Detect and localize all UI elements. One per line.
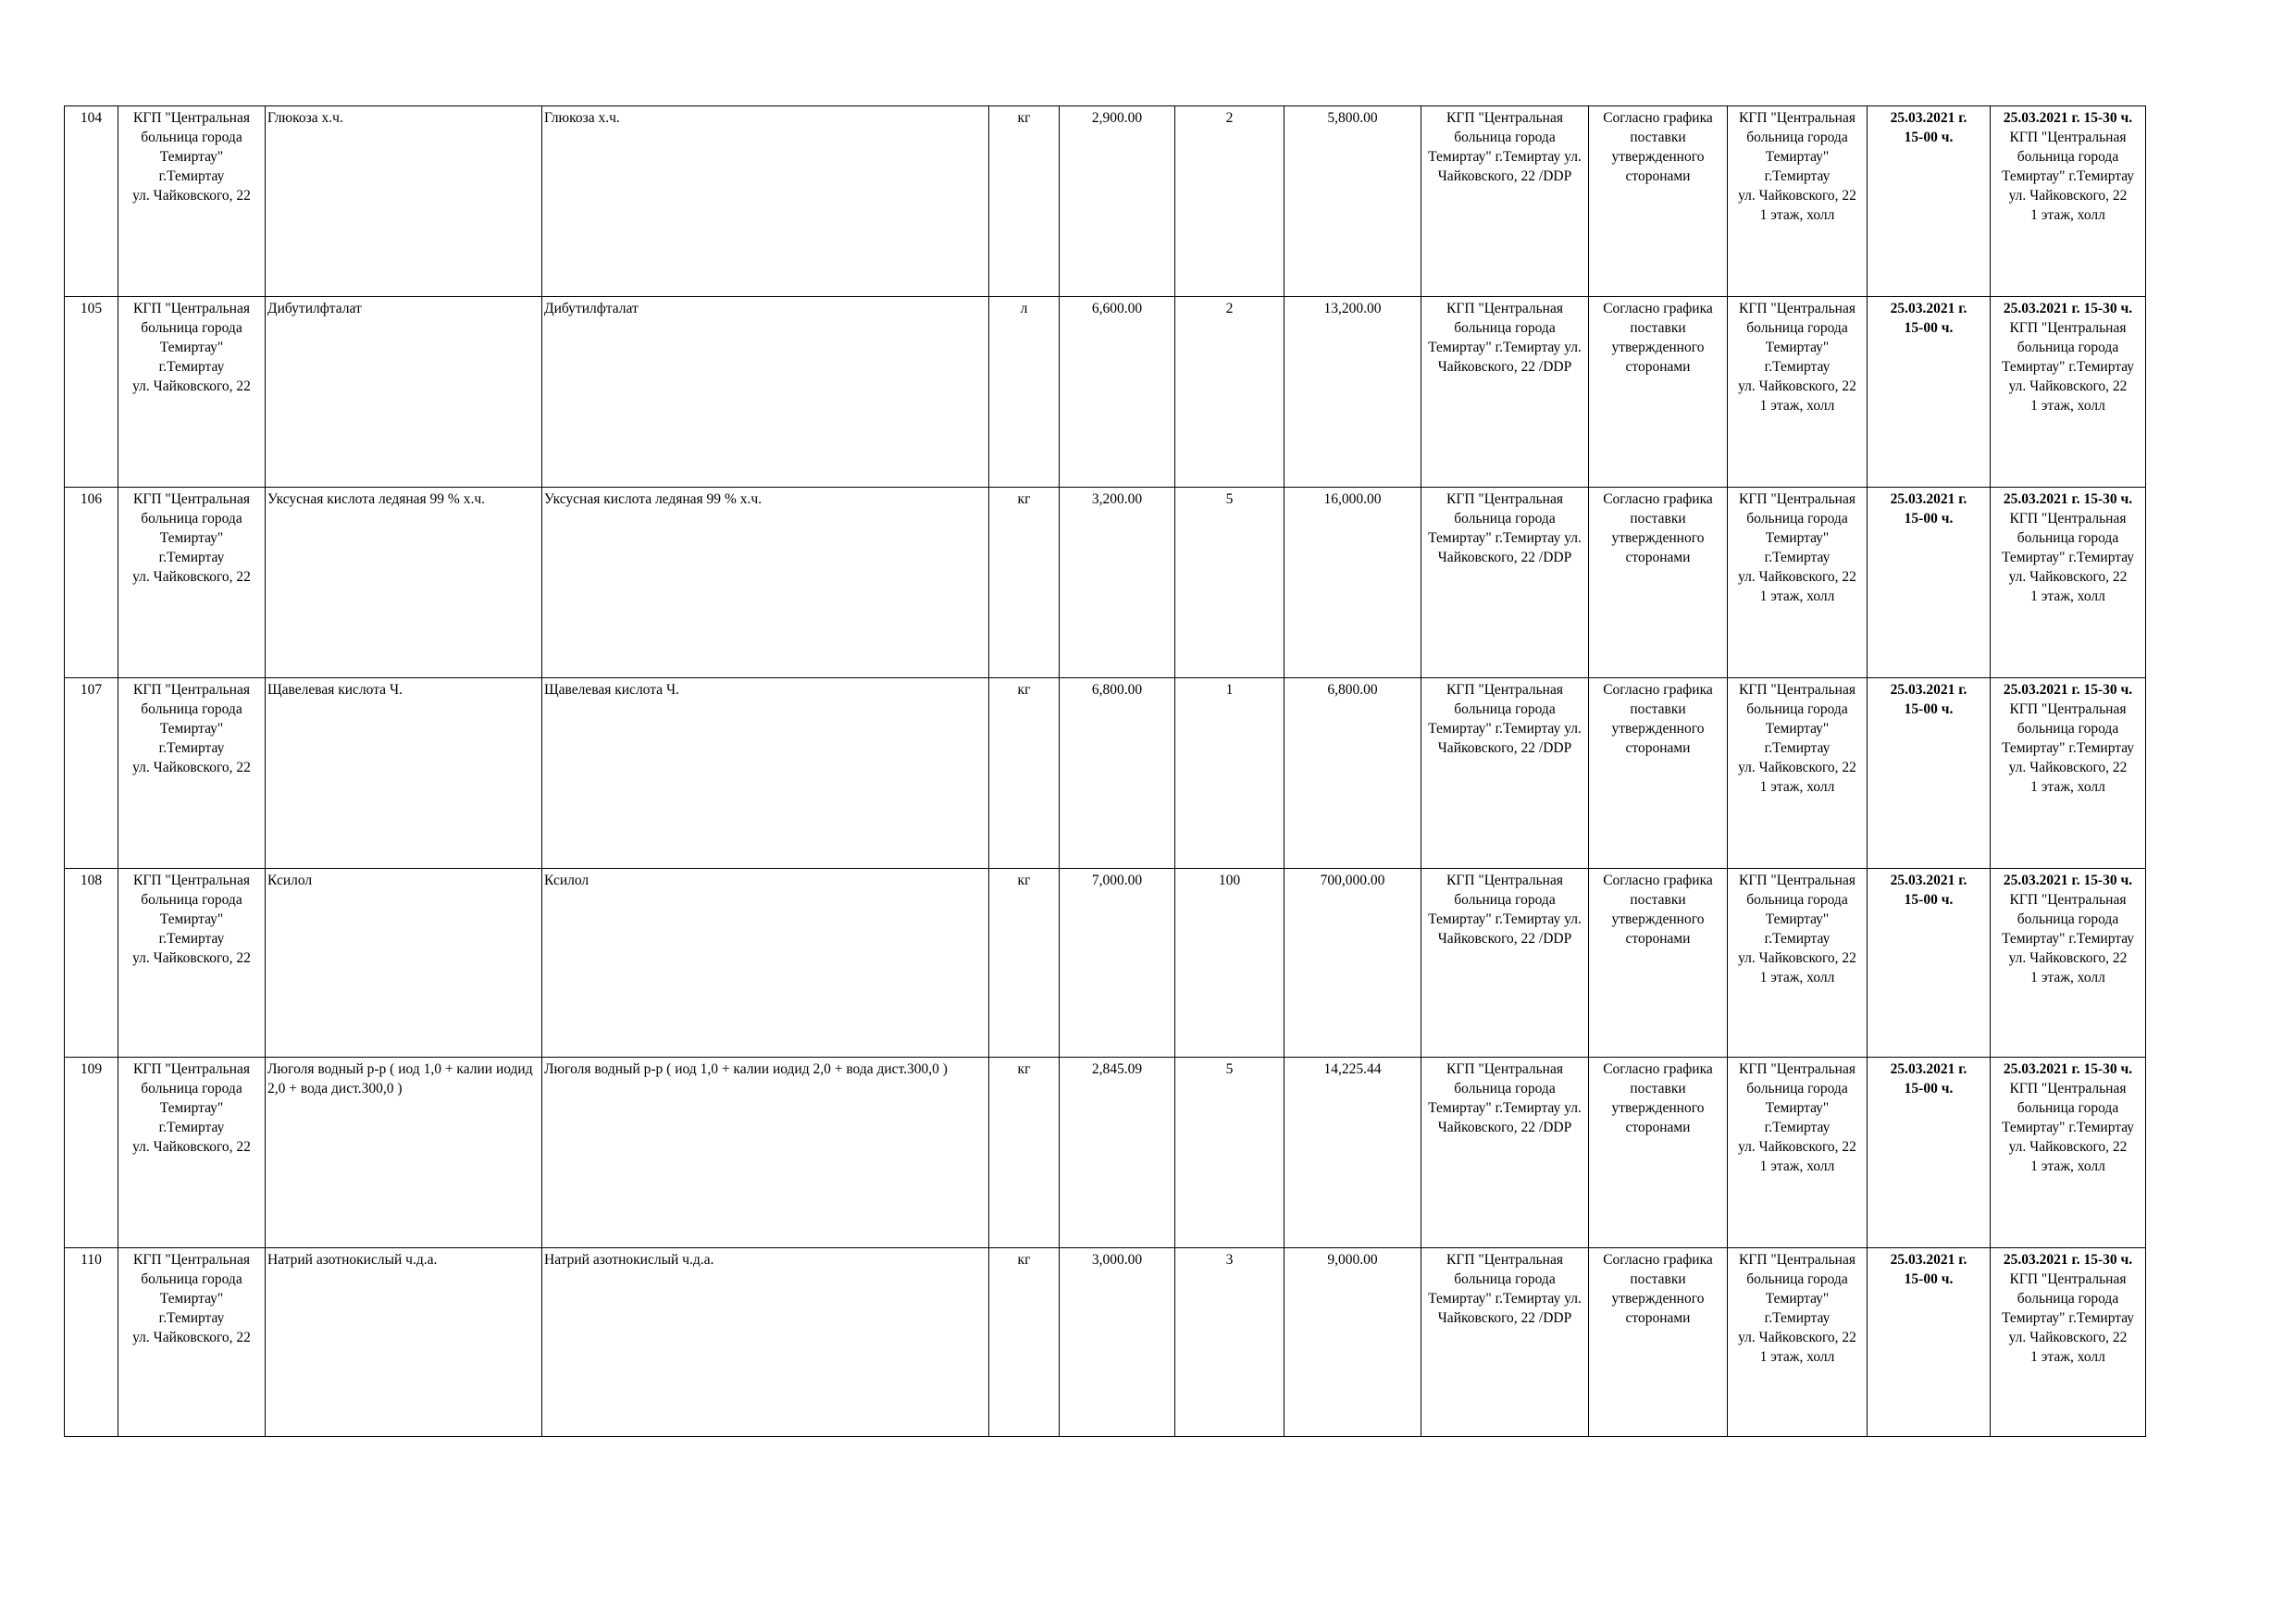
unit-cell: кг [989,1248,1060,1437]
lot-number: 104 [65,106,118,297]
lot-number: 109 [65,1058,118,1248]
item-name: Щавелевая кислота Ч. [266,678,542,869]
deadline-cell: 25.03.2021 г. 15-00 ч. [1868,1248,1991,1437]
unit-cell: кг [989,869,1060,1058]
sum-cell: 700,000.00 [1285,869,1421,1058]
item-name: Дибутилфталат [266,297,542,488]
lot-number: 107 [65,678,118,869]
delivery-term-cell: Согласно графика поставки утвержденного сторонами [1589,1058,1728,1248]
opening-place: КГП "Центральная больница города Темиртау" г.Темиртау ул. Чайковского, 22 1 этаж, холл [2001,320,2135,414]
submission-place-cell: КГП "Центральная больница города Темиртау" г.Темиртау ул. Чайковского, 22 1 этаж, холл [1728,297,1868,488]
price-cell: 7,000.00 [1060,869,1175,1058]
opening-cell [1991,869,2146,1058]
delivery-place-cell: КГП "Центральная больница города Темиртау" г.Темиртау ул. Чайковского, 22 /DDP [1421,297,1589,488]
opening-datetime: 25.03.2021 г. 15-30 ч. [2003,682,2133,698]
customer-cell: КГП "Центральная больница города Темиртау" г.Темиртау ул. Чайковского, 22 [118,678,266,869]
item-description: Натрий азотнокислый ч.д.а. [542,1248,989,1437]
sum-cell: 5,800.00 [1285,106,1421,297]
sum-cell: 14,225.44 [1285,1058,1421,1248]
table-row [65,1248,2146,1437]
price-cell: 6,600.00 [1060,297,1175,488]
table-row [65,488,2146,678]
deadline-cell: 25.03.2021 г. 15-00 ч. [1868,488,1991,678]
quantity-cell: 5 [1175,1058,1285,1248]
deadline-cell: 25.03.2021 г. 15-00 ч. [1868,297,1991,488]
opening-place: КГП "Центральная больница города Темиртау" г.Темиртау ул. Чайковского, 22 1 этаж, холл [2001,1271,2135,1365]
submission-place-cell: КГП "Центральная больница города Темиртау" г.Темиртау ул. Чайковского, 22 1 этаж, холл [1728,678,1868,869]
unit-cell: л [989,297,1060,488]
lot-number: 105 [65,297,118,488]
lot-number: 106 [65,488,118,678]
opening-datetime: 25.03.2021 г. 15-30 ч. [2003,301,2133,316]
opening-cell [1991,297,2146,488]
submission-place-cell: КГП "Центральная больница города Темиртау" г.Темиртау ул. Чайковского, 22 1 этаж, холл [1728,488,1868,678]
unit-cell: кг [989,488,1060,678]
delivery-term-cell: Согласно графика поставки утвержденного сторонами [1589,297,1728,488]
price-cell: 3,000.00 [1060,1248,1175,1437]
deadline-cell: 25.03.2021 г. 15-00 ч. [1868,1058,1991,1248]
delivery-term-cell: Согласно графика поставки утвержденного сторонами [1589,488,1728,678]
opening-cell [1991,106,2146,297]
price-cell: 6,800.00 [1060,678,1175,869]
delivery-place-cell: КГП "Центральная больница города Темиртау" г.Темиртау ул. Чайковского, 22 /DDP [1421,106,1589,297]
opening-cell [1991,678,2146,869]
unit-cell: кг [989,678,1060,869]
item-name: Ксилол [266,869,542,1058]
delivery-term-cell: Согласно графика поставки утвержденного сторонами [1589,869,1728,1058]
opening-cell [1991,1058,2146,1248]
quantity-cell: 100 [1175,869,1285,1058]
unit-cell: кг [989,106,1060,297]
item-name: Люголя водный р-р ( иод 1,0 + калии иодид 2,0 + вода дист.300,0 ) [266,1058,542,1248]
item-description: Щавелевая кислота Ч. [542,678,989,869]
lot-number: 108 [65,869,118,1058]
delivery-term-cell: Согласно графика поставки утвержденного сторонами [1589,106,1728,297]
customer-cell: КГП "Центральная больница города Темиртау" г.Темиртау ул. Чайковского, 22 [118,297,266,488]
customer-cell: КГП "Центральная больница города Темиртау" г.Темиртау ул. Чайковского, 22 [118,869,266,1058]
opening-datetime: 25.03.2021 г. 15-30 ч. [2003,1061,2133,1077]
quantity-cell: 1 [1175,678,1285,869]
table-row [65,106,2146,297]
sum-cell: 13,200.00 [1285,297,1421,488]
item-description: Уксусная кислота ледяная 99 % х.ч. [542,488,989,678]
item-description: Дибутилфталат [542,297,989,488]
quantity-cell: 2 [1175,106,1285,297]
quantity-cell: 3 [1175,1248,1285,1437]
sum-cell: 16,000.00 [1285,488,1421,678]
opening-place: КГП "Центральная больница города Темиртау" г.Темиртау ул. Чайковского, 22 1 этаж, холл [2001,892,2135,985]
table-row [65,1058,2146,1248]
sum-cell: 6,800.00 [1285,678,1421,869]
sum-cell: 9,000.00 [1285,1248,1421,1437]
submission-place-cell: КГП "Центральная больница города Темиртау" г.Темиртау ул. Чайковского, 22 1 этаж, холл [1728,1058,1868,1248]
opening-datetime: 25.03.2021 г. 15-30 ч. [2003,1252,2133,1268]
opening-datetime: 25.03.2021 г. 15-30 ч. [2003,491,2133,507]
delivery-term-cell: Согласно графика поставки утвержденного сторонами [1589,1248,1728,1437]
customer-cell: КГП "Центральная больница города Темиртау" г.Темиртау ул. Чайковского, 22 [118,1248,266,1437]
opening-place: КГП "Центральная больница города Темиртау" г.Темиртау ул. Чайковского, 22 1 этаж, холл [2001,1081,2135,1174]
opening-datetime: 25.03.2021 г. 15-30 ч. [2003,873,2133,888]
customer-cell: КГП "Центральная больница города Темиртау" г.Темиртау ул. Чайковского, 22 [118,1058,266,1248]
delivery-place-cell: КГП "Центральная больница города Темиртау" г.Темиртау ул. Чайковского, 22 /DDP [1421,488,1589,678]
price-cell: 3,200.00 [1060,488,1175,678]
table-row [65,297,2146,488]
deadline-cell: 25.03.2021 г. 15-00 ч. [1868,106,1991,297]
item-description: Ксилол [542,869,989,1058]
opening-cell [1991,488,2146,678]
opening-datetime: 25.03.2021 г. 15-30 ч. [2003,110,2133,126]
item-name: Глюкоза х.ч. [266,106,542,297]
item-name: Натрий азотнокислый ч.д.а. [266,1248,542,1437]
item-description: Люголя водный р-р ( иод 1,0 + калии иодид 2,0 + вода дист.300,0 ) [542,1058,989,1248]
submission-place-cell: КГП "Центральная больница города Темиртау" г.Темиртау ул. Чайковского, 22 1 этаж, холл [1728,1248,1868,1437]
table-row [65,869,2146,1058]
deadline-cell: 25.03.2021 г. 15-00 ч. [1868,678,1991,869]
delivery-place-cell: КГП "Центральная больница города Темиртау" г.Темиртау ул. Чайковского, 22 /DDP [1421,678,1589,869]
delivery-place-cell: КГП "Центральная больница города Темиртау" г.Темиртау ул. Чайковского, 22 /DDP [1421,1248,1589,1437]
item-name: Уксусная кислота ледяная 99 % х.ч. [266,488,542,678]
submission-place-cell: КГП "Центральная больница города Темиртау" г.Темиртау ул. Чайковского, 22 1 этаж, холл [1728,869,1868,1058]
item-description: Глюкоза х.ч. [542,106,989,297]
opening-cell [1991,1248,2146,1437]
price-cell: 2,845.09 [1060,1058,1175,1248]
opening-place: КГП "Центральная больница города Темиртау" г.Темиртау ул. Чайковского, 22 1 этаж, холл [2001,701,2135,795]
delivery-place-cell: КГП "Центральная больница города Темиртау" г.Темиртау ул. Чайковского, 22 /DDP [1421,869,1589,1058]
quantity-cell: 2 [1175,297,1285,488]
delivery-term-cell: Согласно графика поставки утвержденного сторонами [1589,678,1728,869]
opening-place: КГП "Центральная больница города Темиртау" г.Темиртау ул. Чайковского, 22 1 этаж, холл [2001,511,2135,604]
submission-place-cell: КГП "Центральная больница города Темиртау" г.Темиртау ул. Чайковского, 22 1 этаж, холл [1728,106,1868,297]
delivery-place-cell: КГП "Центральная больница города Темиртау" г.Темиртау ул. Чайковского, 22 /DDP [1421,1058,1589,1248]
unit-cell: кг [989,1058,1060,1248]
customer-cell: КГП "Центральная больница города Темиртау" г.Темиртау ул. Чайковского, 22 [118,488,266,678]
deadline-cell: 25.03.2021 г. 15-00 ч. [1868,869,1991,1058]
procurement-table [64,105,2146,1437]
price-cell: 2,900.00 [1060,106,1175,297]
lot-number: 110 [65,1248,118,1437]
quantity-cell: 5 [1175,488,1285,678]
table-row [65,678,2146,869]
opening-place: КГП "Центральная больница города Темиртау" г.Темиртау ул. Чайковского, 22 1 этаж, холл [2001,130,2135,223]
customer-cell: КГП "Центральная больница города Темиртау" г.Темиртау ул. Чайковского, 22 [118,106,266,297]
